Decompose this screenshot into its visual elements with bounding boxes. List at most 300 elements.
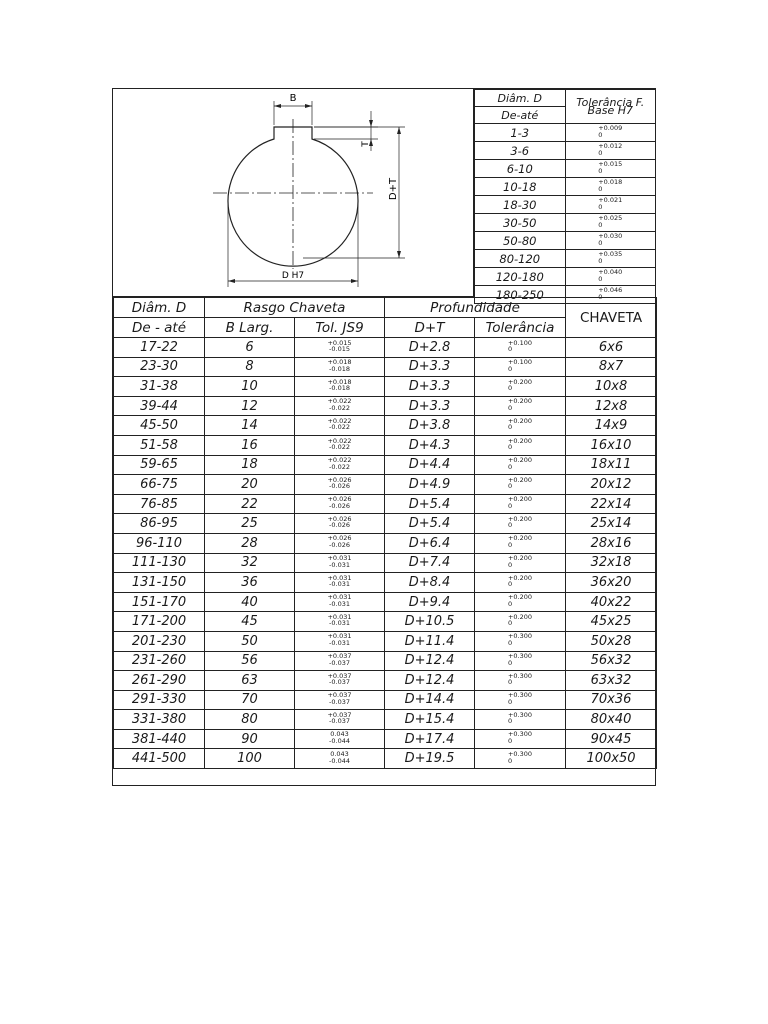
b-arrow-right bbox=[305, 104, 312, 108]
cell-depth-tolerance bbox=[475, 592, 566, 612]
tolerance-row bbox=[475, 142, 656, 160]
cell-tol-js9 bbox=[295, 690, 385, 710]
depth-tol-lower: 0 bbox=[507, 443, 513, 452]
cell-depth: D+5.4 bbox=[385, 514, 475, 534]
cell-range: 45-50 bbox=[114, 416, 205, 436]
depth-tol-upper: +0.200 bbox=[507, 397, 533, 406]
depth-tol-upper: +0.300 bbox=[507, 730, 533, 739]
tol-upper: +0.022 bbox=[327, 397, 352, 406]
cell-depth: D+5.4 bbox=[385, 494, 475, 514]
depth-tol-lower: 0 bbox=[507, 658, 513, 667]
tol-upper: +0.026 bbox=[327, 514, 352, 523]
depth-tol-lower: 0 bbox=[507, 345, 513, 354]
tol-upper: +0.022 bbox=[327, 436, 352, 445]
cell-b-width: 6 bbox=[205, 338, 295, 358]
cell-depth: D+12.4 bbox=[385, 671, 475, 691]
depth-tol-lower: 0 bbox=[507, 619, 513, 628]
cell-range: 441-500 bbox=[114, 749, 205, 769]
cell-b-width: 10 bbox=[205, 377, 295, 397]
tolerance-value bbox=[565, 196, 656, 214]
cell-key-size: 25x14 bbox=[566, 514, 657, 534]
cell-depth: D+3.3 bbox=[385, 396, 475, 416]
table-row bbox=[114, 357, 657, 377]
cell-depth: D+10.5 bbox=[385, 612, 475, 632]
tolerance-range: 18-30 bbox=[475, 196, 566, 214]
tolerance-row bbox=[475, 268, 656, 286]
tolerance-value bbox=[565, 142, 656, 160]
tol-lower: -0.031 bbox=[329, 599, 350, 608]
header-b-larg: B Larg. bbox=[205, 318, 295, 338]
cell-range: 86-95 bbox=[114, 514, 205, 534]
main-header-row-1 bbox=[114, 298, 657, 318]
cell-depth: D+4.9 bbox=[385, 475, 475, 495]
depth-tol-lower: 0 bbox=[507, 756, 513, 765]
tolerance-header-row bbox=[475, 90, 656, 107]
cell-depth-tolerance bbox=[475, 710, 566, 730]
tol-upper: +0.022 bbox=[327, 416, 352, 425]
table-row bbox=[114, 592, 657, 612]
cell-key-size: 6x6 bbox=[566, 338, 657, 358]
depth-tol-upper: +0.200 bbox=[507, 514, 533, 523]
cell-depth: D+3.3 bbox=[385, 377, 475, 397]
tol-lower: -0.031 bbox=[329, 580, 350, 589]
depth-tol-lower: 0 bbox=[507, 560, 513, 569]
tol-upper: 0.043 bbox=[330, 730, 349, 739]
tol-upper: +0.031 bbox=[327, 612, 352, 621]
cell-depth-tolerance bbox=[475, 338, 566, 358]
cell-tol-js9 bbox=[295, 377, 385, 397]
cell-range: 39-44 bbox=[114, 396, 205, 416]
cell-tol-js9 bbox=[295, 435, 385, 455]
dt-arrow-top bbox=[397, 127, 401, 134]
tol-lower: -0.015 bbox=[329, 345, 350, 354]
cell-b-width: 90 bbox=[205, 729, 295, 749]
depth-tol-lower: 0 bbox=[507, 638, 513, 647]
cell-range: 291-330 bbox=[114, 690, 205, 710]
tol-upper: +0.031 bbox=[327, 632, 352, 641]
cell-tol-js9 bbox=[295, 749, 385, 769]
cell-tol-js9 bbox=[295, 631, 385, 651]
depth-tol-lower: 0 bbox=[507, 717, 513, 726]
cell-b-width: 32 bbox=[205, 553, 295, 573]
cell-tol-js9 bbox=[295, 396, 385, 416]
tolerance-value bbox=[565, 232, 656, 250]
tolerance-value bbox=[565, 160, 656, 178]
depth-tol-lower: 0 bbox=[507, 697, 513, 706]
depth-tol-lower: 0 bbox=[507, 423, 513, 432]
cell-tol-js9 bbox=[295, 514, 385, 534]
cell-range: 131-150 bbox=[114, 573, 205, 593]
table-row bbox=[114, 690, 657, 710]
cell-depth: D+12.4 bbox=[385, 651, 475, 671]
tol-lower: -0.031 bbox=[329, 638, 350, 647]
cell-range: 231-260 bbox=[114, 651, 205, 671]
table-row bbox=[114, 533, 657, 553]
tol-upper: +0.022 bbox=[327, 456, 352, 465]
cell-b-width: 70 bbox=[205, 690, 295, 710]
cell-b-width: 28 bbox=[205, 533, 295, 553]
cell-b-width: 80 bbox=[205, 710, 295, 730]
depth-tol-upper: +0.300 bbox=[507, 710, 533, 719]
tol-lower: -0.026 bbox=[329, 521, 350, 530]
tol-lower: -0.044 bbox=[329, 736, 350, 745]
table-row bbox=[114, 435, 657, 455]
cell-depth: D+11.4 bbox=[385, 631, 475, 651]
cell-depth-tolerance bbox=[475, 651, 566, 671]
tol-upper: +0.031 bbox=[327, 573, 352, 582]
tolerance-upper: +0.040 bbox=[598, 268, 623, 277]
tolerance-upper: +0.046 bbox=[598, 286, 623, 295]
cell-key-size: 56x32 bbox=[566, 651, 657, 671]
cell-depth-tolerance bbox=[475, 377, 566, 397]
tolerance-lower: 0 bbox=[598, 130, 603, 139]
cell-b-width: 25 bbox=[205, 514, 295, 534]
cell-b-width: 50 bbox=[205, 631, 295, 651]
cell-range: 331-380 bbox=[114, 710, 205, 730]
depth-tol-lower: 0 bbox=[507, 678, 513, 687]
cell-tol-js9 bbox=[295, 729, 385, 749]
tol-lower: -0.018 bbox=[329, 364, 350, 373]
cell-range: 96-110 bbox=[114, 533, 205, 553]
cell-tol-js9 bbox=[295, 533, 385, 553]
tol-lower: -0.022 bbox=[329, 443, 350, 452]
tol-lower: -0.037 bbox=[329, 697, 350, 706]
tol-lower: -0.031 bbox=[329, 619, 350, 628]
tolerance-row bbox=[475, 160, 656, 178]
tolerance-value bbox=[565, 214, 656, 232]
cell-b-width: 8 bbox=[205, 357, 295, 377]
depth-tol-upper: +0.200 bbox=[507, 554, 533, 563]
tolerance-upper: +0.035 bbox=[598, 250, 623, 259]
table-row bbox=[114, 455, 657, 475]
cell-depth: D+15.4 bbox=[385, 710, 475, 730]
cell-depth: D+9.4 bbox=[385, 592, 475, 612]
tolerance-value bbox=[565, 178, 656, 196]
h7-tolerance-table bbox=[474, 89, 656, 304]
cell-range: 17-22 bbox=[114, 338, 205, 358]
label-dh7: D H7 bbox=[281, 271, 305, 281]
depth-tol-upper: +0.300 bbox=[507, 750, 533, 759]
cell-b-width: 45 bbox=[205, 612, 295, 632]
depth-tol-upper: +0.200 bbox=[507, 534, 533, 543]
cell-key-size: 28x16 bbox=[566, 533, 657, 553]
keyway-dimensions-table bbox=[113, 297, 657, 769]
header-diam: Diâm. D bbox=[114, 298, 205, 318]
cell-b-width: 20 bbox=[205, 475, 295, 495]
tolerance-lower: 0 bbox=[598, 274, 603, 283]
cell-tol-js9 bbox=[295, 651, 385, 671]
tolerance-value bbox=[565, 124, 656, 142]
tolerance-upper: +0.025 bbox=[598, 214, 623, 223]
tolerance-value bbox=[565, 268, 656, 286]
header-tolerancia: Tolerância bbox=[475, 318, 566, 338]
cell-key-size: 14x9 bbox=[566, 416, 657, 436]
table-row bbox=[114, 573, 657, 593]
tol-lower: -0.026 bbox=[329, 501, 350, 510]
cell-depth-tolerance bbox=[475, 396, 566, 416]
cell-depth: D+3.3 bbox=[385, 357, 475, 377]
cell-range: 76-85 bbox=[114, 494, 205, 514]
cell-depth-tolerance bbox=[475, 455, 566, 475]
tolerance-lower: 0 bbox=[598, 292, 603, 301]
depth-tol-upper: +0.200 bbox=[507, 377, 533, 386]
tol-lower: -0.044 bbox=[329, 756, 350, 765]
cell-range: 261-290 bbox=[114, 671, 205, 691]
cell-range: 23-30 bbox=[114, 357, 205, 377]
tol-upper: +0.037 bbox=[327, 671, 352, 680]
cell-depth: D+8.4 bbox=[385, 573, 475, 593]
cell-b-width: 100 bbox=[205, 749, 295, 769]
dt-arrow-bottom bbox=[397, 251, 401, 258]
table-row bbox=[114, 612, 657, 632]
tolerance-lower: 0 bbox=[598, 202, 603, 211]
cell-b-width: 22 bbox=[205, 494, 295, 514]
tolerance-upper: +0.009 bbox=[598, 124, 623, 133]
cell-depth-tolerance bbox=[475, 475, 566, 495]
tol-lower: -0.026 bbox=[329, 482, 350, 491]
depth-tol-upper: +0.200 bbox=[507, 593, 533, 602]
keyway-sheet bbox=[112, 88, 656, 786]
depth-tol-lower: 0 bbox=[507, 521, 513, 530]
tol-lower: -0.018 bbox=[329, 384, 350, 393]
cell-key-size: 45x25 bbox=[566, 612, 657, 632]
depth-tol-upper: +0.100 bbox=[507, 338, 533, 347]
tolerance-range: 50-80 bbox=[475, 232, 566, 250]
label-dt: D+T bbox=[388, 177, 399, 201]
tol-upper: +0.037 bbox=[327, 652, 352, 661]
cell-tol-js9 bbox=[295, 573, 385, 593]
tolerance-upper: +0.015 bbox=[598, 160, 623, 169]
depth-tol-lower: 0 bbox=[507, 482, 513, 491]
cell-depth-tolerance bbox=[475, 416, 566, 436]
cell-range: 66-75 bbox=[114, 475, 205, 495]
tolerance-lower: 0 bbox=[598, 148, 603, 157]
tolerance-upper: +0.030 bbox=[598, 232, 623, 241]
tol-upper: +0.031 bbox=[327, 593, 352, 602]
tolerance-upper: +0.012 bbox=[598, 142, 623, 151]
table-row bbox=[114, 396, 657, 416]
cell-tol-js9 bbox=[295, 416, 385, 436]
cell-tol-js9 bbox=[295, 671, 385, 691]
header-rasgo-chaveta: Rasgo Chaveta bbox=[205, 298, 385, 318]
tolerance-row bbox=[475, 178, 656, 196]
tol-lower: -0.037 bbox=[329, 678, 350, 687]
depth-tol-upper: +0.200 bbox=[507, 416, 533, 425]
depth-tol-lower: 0 bbox=[507, 501, 513, 510]
cell-depth-tolerance bbox=[475, 690, 566, 710]
tolerance-header-de-ate: De-até bbox=[475, 107, 566, 124]
header-profundidade: Profundidade bbox=[385, 298, 566, 318]
tolerance-row bbox=[475, 232, 656, 250]
table-row bbox=[114, 671, 657, 691]
tol-lower: -0.022 bbox=[329, 403, 350, 412]
tolerance-upper: +0.018 bbox=[598, 178, 623, 187]
depth-tol-lower: 0 bbox=[507, 736, 513, 745]
table-row bbox=[114, 553, 657, 573]
header-d-t: D+T bbox=[385, 318, 475, 338]
tol-upper: +0.018 bbox=[327, 358, 352, 367]
tol-lower: -0.037 bbox=[329, 717, 350, 726]
cell-b-width: 56 bbox=[205, 651, 295, 671]
cell-depth-tolerance bbox=[475, 631, 566, 651]
cell-range: 201-230 bbox=[114, 631, 205, 651]
tol-lower: -0.026 bbox=[329, 540, 350, 549]
tolerance-range: 1-3 bbox=[475, 124, 566, 142]
cell-tol-js9 bbox=[295, 553, 385, 573]
cell-depth-tolerance bbox=[475, 612, 566, 632]
cell-depth-tolerance bbox=[475, 573, 566, 593]
cell-b-width: 63 bbox=[205, 671, 295, 691]
t-arrow-top bbox=[369, 120, 373, 127]
cell-depth: D+6.4 bbox=[385, 533, 475, 553]
cell-key-size: 8x7 bbox=[566, 357, 657, 377]
cell-tol-js9 bbox=[295, 612, 385, 632]
tol-upper: +0.037 bbox=[327, 691, 352, 700]
tolerance-upper: +0.021 bbox=[598, 196, 623, 205]
table-row bbox=[114, 631, 657, 651]
tolerance-header-diam: Diâm. D bbox=[475, 90, 566, 107]
depth-tol-lower: 0 bbox=[507, 580, 513, 589]
shaft-keyway-diagram bbox=[113, 89, 474, 297]
tol-lower: -0.022 bbox=[329, 462, 350, 471]
cell-range: 111-130 bbox=[114, 553, 205, 573]
cell-key-size: 36x20 bbox=[566, 573, 657, 593]
label-b: B bbox=[289, 93, 297, 104]
depth-tol-upper: +0.200 bbox=[507, 573, 533, 582]
cell-depth-tolerance bbox=[475, 357, 566, 377]
cell-key-size: 20x12 bbox=[566, 475, 657, 495]
table-row bbox=[114, 514, 657, 534]
cell-range: 31-38 bbox=[114, 377, 205, 397]
tol-upper: +0.037 bbox=[327, 710, 352, 719]
cell-b-width: 12 bbox=[205, 396, 295, 416]
table-row bbox=[114, 710, 657, 730]
cell-range: 51-58 bbox=[114, 435, 205, 455]
header-chaveta: CHAVETA bbox=[566, 298, 657, 338]
table-row bbox=[114, 651, 657, 671]
tol-upper: +0.026 bbox=[327, 534, 352, 543]
depth-tol-upper: +0.200 bbox=[507, 475, 533, 484]
tolerance-lower: 0 bbox=[598, 166, 603, 175]
cell-depth-tolerance bbox=[475, 514, 566, 534]
cell-depth-tolerance bbox=[475, 533, 566, 553]
tolerance-row bbox=[475, 196, 656, 214]
tolerance-lower: 0 bbox=[598, 184, 603, 193]
depth-tol-upper: +0.100 bbox=[507, 358, 533, 367]
table-row bbox=[114, 416, 657, 436]
depth-tol-lower: 0 bbox=[507, 540, 513, 549]
cell-key-size: 63x32 bbox=[566, 671, 657, 691]
cell-depth: D+17.4 bbox=[385, 729, 475, 749]
cell-depth: D+4.3 bbox=[385, 435, 475, 455]
tolerance-range: 80-120 bbox=[475, 250, 566, 268]
depth-tol-lower: 0 bbox=[507, 364, 513, 373]
header-de-ate: De - até bbox=[114, 318, 205, 338]
cell-tol-js9 bbox=[295, 357, 385, 377]
tolerance-range: 120-180 bbox=[475, 268, 566, 286]
tolerance-row bbox=[475, 124, 656, 142]
table-row bbox=[114, 377, 657, 397]
cell-depth-tolerance bbox=[475, 494, 566, 514]
tol-upper: +0.018 bbox=[327, 377, 352, 386]
tol-upper: +0.031 bbox=[327, 554, 352, 563]
cell-key-size: 100x50 bbox=[566, 749, 657, 769]
tol-upper: +0.015 bbox=[327, 338, 352, 347]
cell-tol-js9 bbox=[295, 475, 385, 495]
cell-depth-tolerance bbox=[475, 749, 566, 769]
depth-tol-upper: +0.300 bbox=[507, 632, 533, 641]
cell-range: 381-440 bbox=[114, 729, 205, 749]
cell-key-size: 90x45 bbox=[566, 729, 657, 749]
cell-range: 151-170 bbox=[114, 592, 205, 612]
tolerance-header-h7: Tolerância F. Base H7 bbox=[565, 90, 656, 124]
tol-upper: 0.043 bbox=[330, 750, 349, 759]
cell-tol-js9 bbox=[295, 592, 385, 612]
cell-range: 171-200 bbox=[114, 612, 205, 632]
tol-lower: -0.022 bbox=[329, 423, 350, 432]
depth-tol-lower: 0 bbox=[507, 599, 513, 608]
tol-lower: -0.031 bbox=[329, 560, 350, 569]
tolerance-range: 10-18 bbox=[475, 178, 566, 196]
header-tol-js9: Tol. JS9 bbox=[295, 318, 385, 338]
depth-tol-upper: +0.200 bbox=[507, 456, 533, 465]
tolerance-row bbox=[475, 214, 656, 232]
tolerance-row bbox=[475, 250, 656, 268]
table-row bbox=[114, 475, 657, 495]
cell-key-size: 70x36 bbox=[566, 690, 657, 710]
tolerance-range: 180-250 bbox=[475, 286, 566, 304]
cell-b-width: 36 bbox=[205, 573, 295, 593]
cell-depth: D+7.4 bbox=[385, 553, 475, 573]
cell-key-size: 80x40 bbox=[566, 710, 657, 730]
depth-tol-upper: +0.300 bbox=[507, 691, 533, 700]
cell-key-size: 18x11 bbox=[566, 455, 657, 475]
tolerance-value bbox=[565, 250, 656, 268]
cell-key-size: 32x18 bbox=[566, 553, 657, 573]
table-row bbox=[114, 494, 657, 514]
tolerance-range: 3-6 bbox=[475, 142, 566, 160]
cell-key-size: 12x8 bbox=[566, 396, 657, 416]
cell-depth-tolerance bbox=[475, 729, 566, 749]
cell-tol-js9 bbox=[295, 710, 385, 730]
cell-b-width: 16 bbox=[205, 435, 295, 455]
depth-tol-upper: +0.300 bbox=[507, 671, 533, 680]
depth-tol-lower: 0 bbox=[507, 403, 513, 412]
tolerance-range: 30-50 bbox=[475, 214, 566, 232]
cell-b-width: 14 bbox=[205, 416, 295, 436]
tol-upper: +0.026 bbox=[327, 495, 352, 504]
cell-tol-js9 bbox=[295, 338, 385, 358]
cell-key-size: 22x14 bbox=[566, 494, 657, 514]
cell-tol-js9 bbox=[295, 494, 385, 514]
cell-key-size: 16x10 bbox=[566, 435, 657, 455]
depth-tol-upper: +0.200 bbox=[507, 436, 533, 445]
dh7-arrow-left bbox=[228, 279, 235, 283]
cell-b-width: 40 bbox=[205, 592, 295, 612]
keyway-drawing bbox=[113, 89, 474, 297]
table-row bbox=[114, 338, 657, 358]
cell-depth-tolerance bbox=[475, 553, 566, 573]
cell-depth: D+2.8 bbox=[385, 338, 475, 358]
cell-depth: D+14.4 bbox=[385, 690, 475, 710]
depth-tol-lower: 0 bbox=[507, 462, 513, 471]
depth-tol-upper: +0.200 bbox=[507, 612, 533, 621]
table-row bbox=[114, 749, 657, 769]
cell-depth: D+4.4 bbox=[385, 455, 475, 475]
cell-range: 59-65 bbox=[114, 455, 205, 475]
b-arrow-left bbox=[274, 104, 281, 108]
depth-tol-lower: 0 bbox=[507, 384, 513, 393]
